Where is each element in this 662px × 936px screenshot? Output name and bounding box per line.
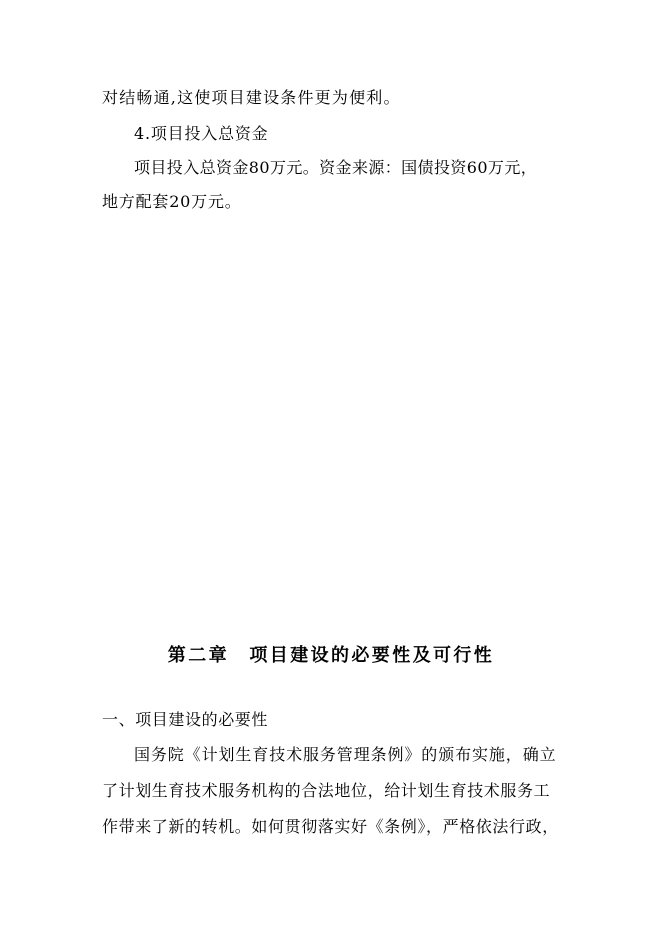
body-text-line: 作带来了新的转机。如何贯彻落实好《条例》，严格依法行政， <box>102 817 559 836</box>
body-text-line: 国务院《计划生育技术服务管理条例》的颁布实施，确立 <box>134 745 557 764</box>
body-text-line: 项目投入总资金80万元。资金来源：国债投资60万元， <box>134 158 538 177</box>
body-text-line: 对结畅通,这使项目建设条件更为便利。 <box>102 88 401 107</box>
body-text-line: 地方配套20万元。 <box>102 192 242 211</box>
chapter-title: 第二章 项目建设的必要性及可行性 <box>167 645 495 666</box>
section-heading: 一、项目建设的必要性 <box>102 710 269 729</box>
body-text-line: 了计划生育技术服务机构的合法地位，给计划生育技术服务工 <box>102 781 551 800</box>
subsection-heading: 4.项目投入总资金 <box>134 124 269 143</box>
